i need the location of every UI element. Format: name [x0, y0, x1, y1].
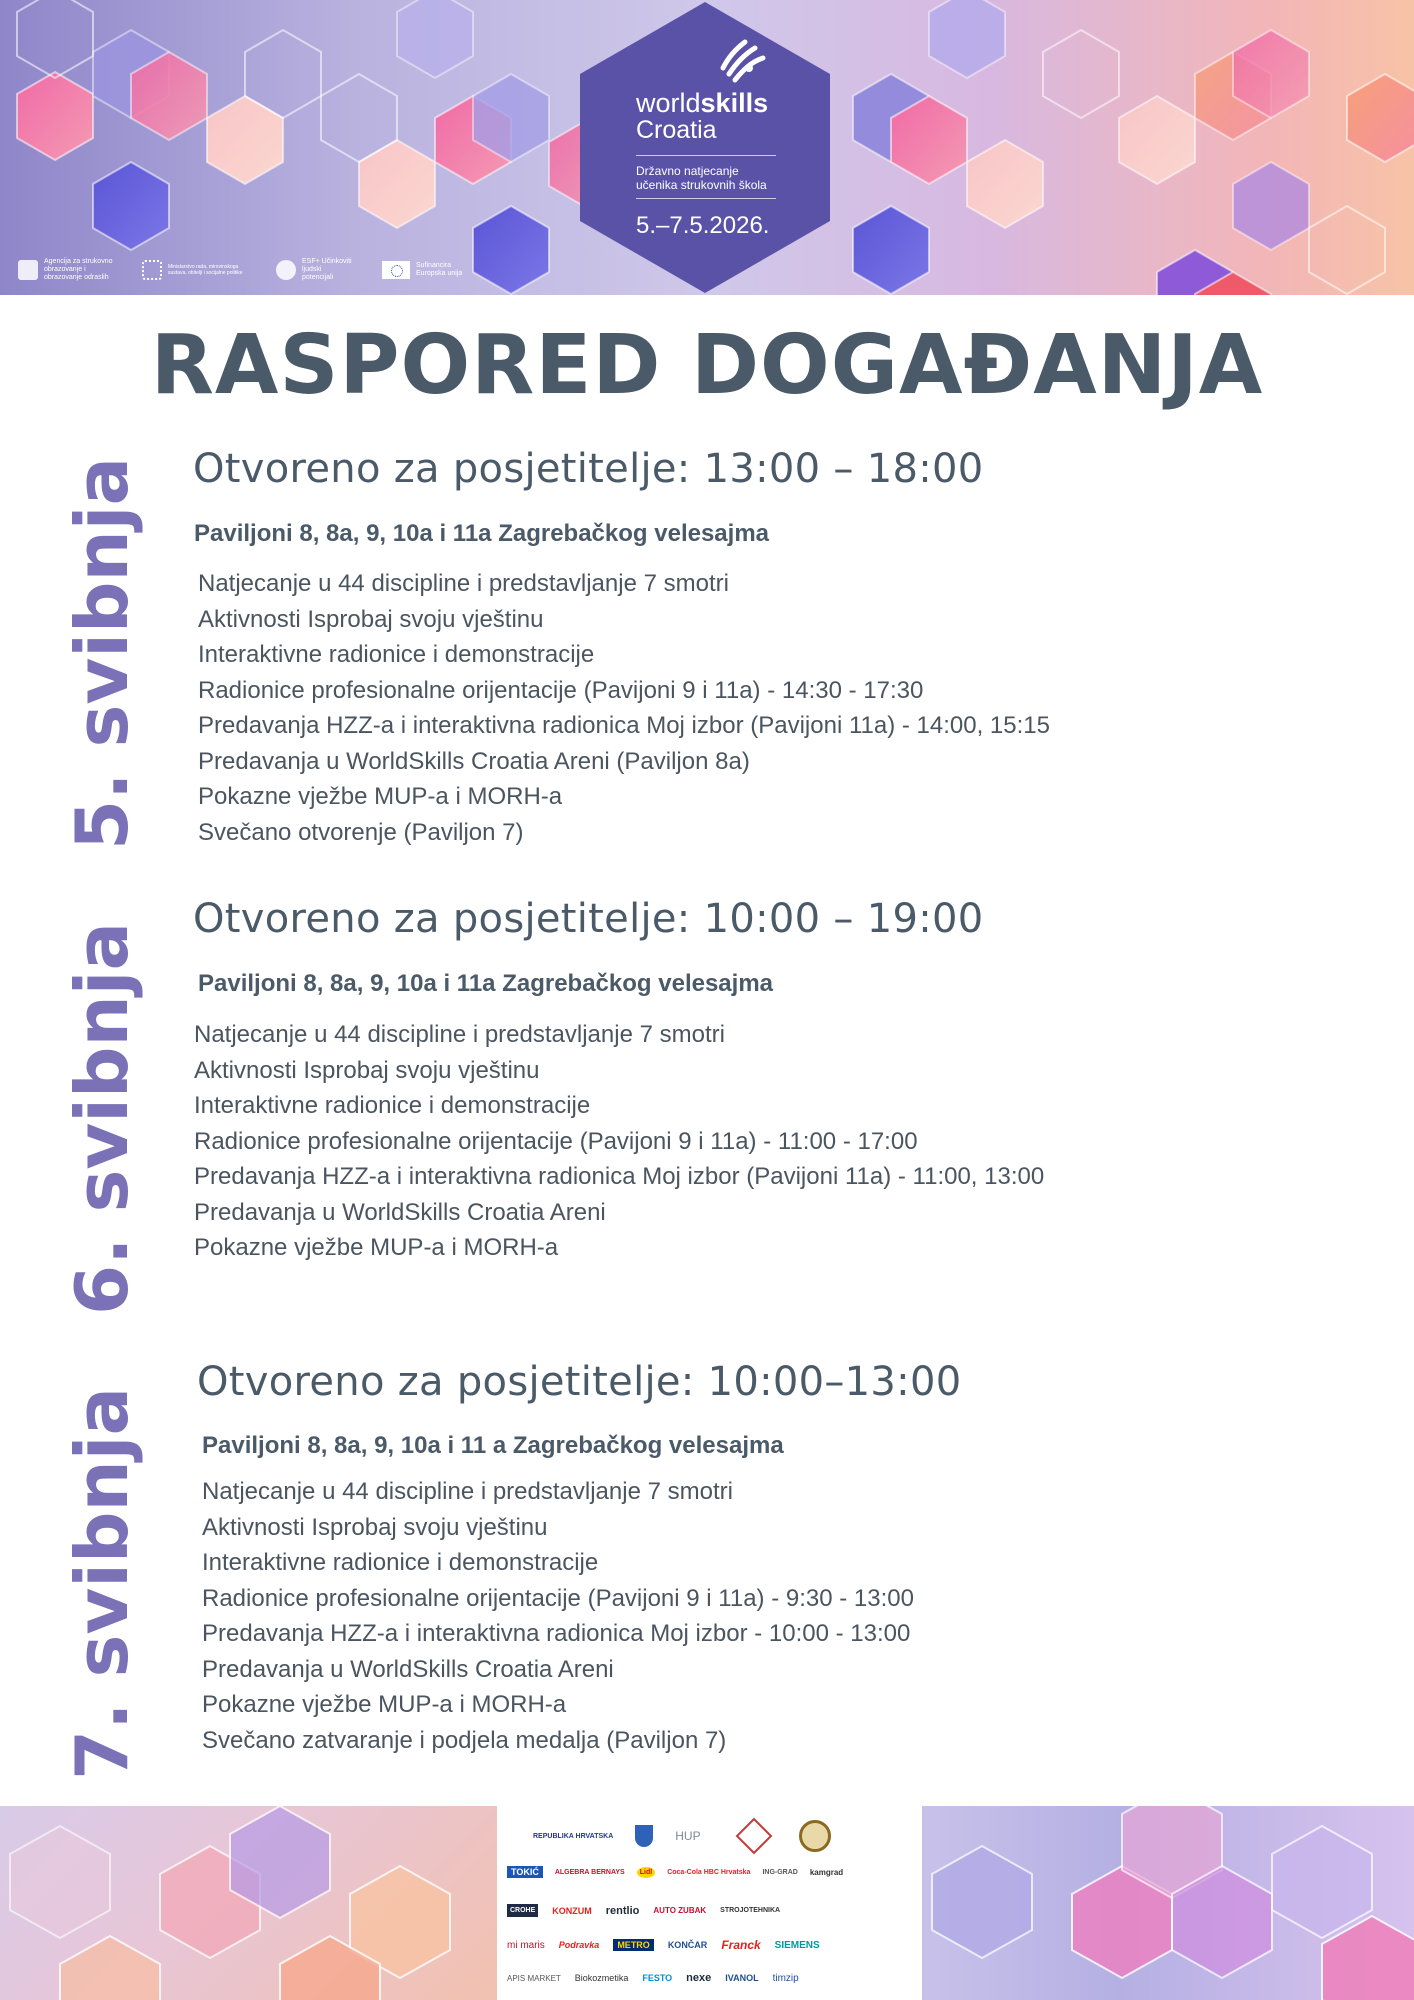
list-item: Predavanja HZZ-a i interaktivna radionica Moj izbor (Pavijoni 11a) - 14:00, 15:15	[198, 712, 1050, 739]
list-item: Interaktivne radionice i demonstracije	[202, 1549, 599, 1576]
venue: Paviljoni 8, 8a, 9, 10a i 11a Zagrebačkog velesajma	[198, 970, 774, 997]
agency-mark-icon	[18, 260, 38, 280]
sponsor-logo: REPUBLIKA HRVATSKA	[533, 1832, 614, 1840]
list-item: Natjecanje u 44 discipline i predstavljanje 7 smotri	[198, 570, 729, 597]
opening-hours: Otvoreno za posjetitelje: 13:00 – 18:00	[193, 446, 984, 492]
venue: Paviljoni 8, 8a, 9, 10a i 11a Zagrebačkog velesajma	[194, 520, 770, 547]
worldskills-logo: worldskills Croatia	[636, 88, 769, 144]
sponsor-logo: KONZUM	[552, 1905, 592, 1916]
activity-list	[194, 1017, 1044, 1266]
day-section	[193, 896, 983, 942]
esf-mark-icon	[276, 260, 296, 280]
sponsor-logo: rentlio	[605, 1904, 640, 1917]
venue-block	[198, 970, 773, 998]
venue-block	[202, 1432, 784, 1460]
sponsor-row	[507, 1904, 780, 1917]
page-title: RASPORED DOGAĐANJA	[150, 318, 1264, 413]
footer-pattern-right	[922, 1806, 1414, 2000]
venue: Paviljoni 8, 8a, 9, 10a i 11 a Zagrebačkog velesajma	[202, 1432, 784, 1459]
list-item: Predavanja HZZ-a i interaktivna radionica Moj izbor - 10:00 - 13:00	[202, 1620, 911, 1647]
sponsor-logo: Podravka	[558, 1940, 600, 1950]
footer-hexagon-pattern	[922, 1806, 1414, 2000]
venue-block	[194, 520, 769, 548]
list-item: Interaktivne radionice i demonstracije	[194, 1092, 591, 1119]
opening-hours: Otvoreno za posjetitelje: 10:00–13:00	[197, 1359, 962, 1405]
sponsor-logo: KONČAR	[667, 1940, 708, 1950]
list-item: Natjecanje u 44 discipline i predstavljanje 7 smotri	[194, 1021, 725, 1048]
partner-logo: Sufinancira Europska unija	[382, 261, 470, 279]
header-banner	[0, 0, 1414, 295]
zagreb-crest-icon	[635, 1825, 653, 1847]
eu-flag-icon	[382, 261, 410, 279]
list-item: Pokazne vježbe MUP-a i MORH-a	[202, 1691, 567, 1718]
worldskills-hand-icon	[715, 38, 767, 86]
sponsor-row	[507, 1938, 820, 1952]
sponsor-logo: CROHE	[507, 1904, 538, 1917]
list-item: Predavanja u WorldSkills Croatia Areni	[194, 1198, 606, 1226]
sponsor-logo: Franck	[721, 1938, 761, 1952]
chamber-diamond-icon	[735, 1818, 772, 1855]
opening-hours: Otvoreno za posjetitelje: 10:00 – 19:00	[193, 896, 984, 942]
list-item: Natjecanje u 44 discipline i predstavljanje 7 smotri	[202, 1478, 733, 1505]
list-item: Pokazne vježbe MUP-a i MORH-a	[198, 783, 563, 810]
sponsor-logo: STROJOTEHNIKA	[720, 1907, 781, 1914]
sponsor-logo: METRO	[613, 1939, 654, 1951]
sponsor-logo: ING-GRAD	[762, 1868, 798, 1876]
sponsor-logo: TOKIĆ	[507, 1866, 543, 1878]
activity-list	[198, 566, 1050, 850]
sponsor-logo: kamgrad	[809, 1867, 844, 1877]
list-item: Aktivnosti Isprobaj svoju vještinu	[202, 1513, 548, 1541]
sponsor-logo: HUP	[675, 1829, 701, 1843]
day-section	[193, 446, 983, 492]
sponsor-logo: timzip	[772, 1972, 799, 1984]
event-subtitle: Državno natjecanje učenika strukovnih škola	[636, 164, 767, 192]
partner-logo: Ministarstvo rada, mirovinskoga sustava, obitelji i socijalne politike	[142, 260, 248, 280]
logo-hexagon	[575, 0, 835, 295]
footer	[0, 1806, 1414, 2000]
list-item: Aktivnosti Isprobaj svoju vještinu	[198, 605, 544, 633]
sponsor-logos	[497, 1806, 922, 2000]
footer-hexagon-pattern	[0, 1806, 497, 2000]
footer-pattern-left	[0, 1806, 497, 2000]
list-item: Predavanja u WorldSkills Croatia Areni (Paviljon 8a)	[198, 747, 750, 775]
sponsor-logo: FESTO	[642, 1973, 673, 1983]
day-label: 6. svibnja	[60, 921, 144, 1315]
partner-logos	[18, 258, 470, 282]
event-dates: 5.–7.5.2026.	[636, 212, 770, 239]
list-item: Radionice profesionalne orijentacije (Pavijoni 9 i 11a) - 9:30 - 13:00	[202, 1584, 914, 1612]
list-item: Radionice profesionalne orijentacije (Pavijoni 9 i 11a) - 14:30 - 17:30	[198, 676, 924, 704]
list-item: Interaktivne radionice i demonstracije	[198, 641, 595, 668]
sponsor-row	[507, 1866, 843, 1878]
partner-logo: Agencija za strukovno obrazovanje i obrazovanje odraslih	[18, 258, 114, 282]
sponsor-row	[507, 1972, 799, 1984]
sponsor-logo: nexe	[686, 1972, 712, 1984]
sponsor-logo: SIEMENS	[774, 1939, 820, 1951]
list-item: Aktivnosti Isprobaj svoju vještinu	[194, 1056, 540, 1084]
list-item: Pokazne vježbe MUP-a i MORH-a	[194, 1234, 559, 1261]
seal-icon	[799, 1820, 831, 1852]
list-item: Radionice profesionalne orijentacije (Pavijoni 9 i 11a) - 11:00 - 17:00	[194, 1127, 918, 1155]
list-item: Predavanja HZZ-a i interaktivna radionica Moj izbor (Pavijoni 11a) - 11:00, 13:00	[194, 1163, 1045, 1190]
sponsor-logo: mi maris	[507, 1939, 545, 1951]
logo-divider	[636, 155, 776, 156]
list-item: Svečano zatvaranje i podjela medalja (Paviljon 7)	[202, 1726, 727, 1754]
day-label: 5. svibnja	[60, 456, 144, 850]
partner-logo: ESF+ Učinkoviti ljudski potencijali	[276, 258, 354, 282]
ministry-mark-icon	[142, 260, 162, 280]
sponsor-logo: Coca-Cola HBC Hrvatska	[667, 1868, 751, 1876]
sponsor-logo: Lidl	[637, 1867, 655, 1878]
logo-divider-2	[636, 198, 776, 199]
sponsor-logo: APIS MARKET	[507, 1973, 561, 1983]
sponsor-logo: Biokozmetika	[574, 1973, 629, 1983]
day-section	[197, 1359, 961, 1405]
sponsor-logo: AUTO ZUBAK	[653, 1906, 707, 1915]
activity-list	[202, 1474, 914, 1758]
day-label: 7. svibnja	[60, 1386, 144, 1780]
sponsor-logo: ALGEBRA BERNAYS	[554, 1868, 625, 1876]
sponsor-logo: IVANOL	[725, 1973, 759, 1983]
list-item: Predavanja u WorldSkills Croatia Areni	[202, 1655, 614, 1683]
sponsor-row	[533, 1820, 831, 1852]
list-item: Svečano otvorenje (Paviljon 7)	[198, 818, 524, 846]
